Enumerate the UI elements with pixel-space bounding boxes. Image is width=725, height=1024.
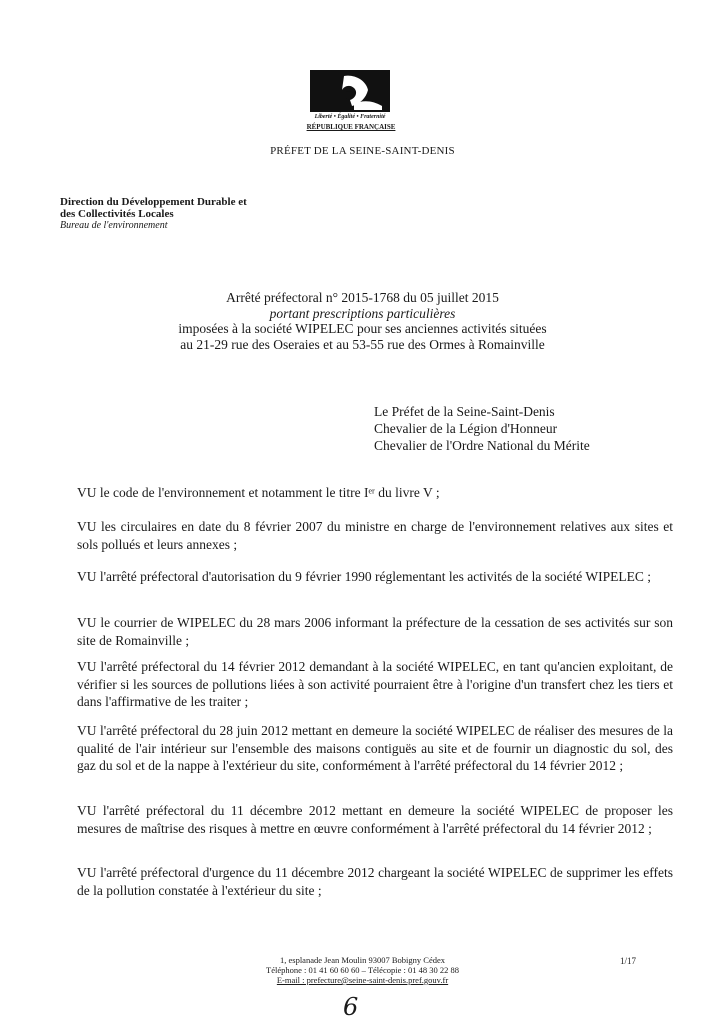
footer-line-3: E-mail : prefecture@seine-saint-denis.pref.gouv.fr — [276, 975, 449, 985]
marianne-logo — [306, 70, 396, 135]
marianne-logo-icon — [310, 70, 390, 112]
handwritten-mark: 6 — [343, 993, 359, 1021]
vu-paragraph: VU l'arrêté préfectoral du 14 février 2012 demandant à la société WIPELEC, en tant qu'ancien exploitant, de vérifier si les sources de pollutions liées à son activité pourraient être à l'origine d'un transfert chez les tiers et dans l'affirmative de les traiter ; — [77, 659, 673, 709]
decree-title-line-2: portant prescriptions particulières — [269, 305, 456, 321]
signatory-line-3: Chevalier de l'Ordre National du Mérite — [374, 438, 590, 453]
vu-paragraph: VU l'arrêté préfectoral d'urgence du 11 décembre 2012 chargeant la société WIPELEC de supprimer les effets de la pollution constatée à l'extérieur du site ; — [77, 865, 673, 898]
logo-republique: RÉPUBLIQUE FRANÇAISE — [306, 123, 396, 131]
decree-title-line-1: Arrêté préfectoral n° 2015-1768 du 05 juillet 2015 — [226, 290, 499, 305]
prefet-heading: PRÉFET DE LA SEINE-SAINT-DENIS — [270, 145, 455, 157]
footer-line-1: 1, esplanade Jean Moulin 93007 Bobigny Cédex — [279, 955, 445, 965]
vu-paragraph: VU les circulaires en date du 8 février 2007 du ministre en charge de l'environnement relatives aux sites et sols pollués et leurs annexes ; — [77, 519, 673, 552]
vu-paragraph: VU l'arrêté préfectoral du 11 décembre 2012 mettant en demeure la société WIPELEC de proposer les mesures de maîtrise des risques à mettre en œuvre conformément à l'arrêté préfectoral du 14 février 2012 ; — [77, 803, 673, 836]
vu-paragraph: VU le code de l'environnement et notamment le titre Iᵉʳ du livre V ; — [77, 485, 440, 500]
direction-line-1: Direction du Développement Durable et — [60, 196, 247, 208]
decree-title-line-4: au 21-29 rue des Oseraies et au 53-55 rue des Ormes à Romainville — [180, 336, 545, 352]
direction-line-2: des Collectivités Locales — [60, 208, 174, 220]
vu-paragraph: VU l'arrêté préfectoral d'autorisation du 9 février 1990 réglementant les activités de la société WIPELEC ; — [77, 569, 652, 584]
signatory-block — [374, 403, 590, 454]
footer-address — [0, 955, 725, 985]
logo-motto: Liberté • Égalité • Fraternité — [314, 114, 386, 120]
signatory-line-1: Le Préfet de la Seine-Saint-Denis — [374, 404, 555, 419]
page-number: 1/17 — [620, 956, 637, 966]
direction-block — [60, 196, 247, 232]
direction-bureau: Bureau de l'environnement — [60, 220, 168, 231]
vu-paragraph: VU l'arrêté préfectoral du 28 juin 2012 mettant en demeure la société WIPELEC de réaliser des mesures de la qualité de l'air intérieur sur l'ensemble des maisons contiguës au site et de fournir un diagnostic du sol, des gaz du sol et de la nappe à l'extérieur du site, conformément à l'arrêté préfectoral du 14 février 2012 ; — [77, 723, 673, 773]
signatory-line-2: Chevalier de la Légion d'Honneur — [374, 421, 558, 436]
decree-title-line-3: imposées à la société WIPELEC pour ses anciennes activités situées — [178, 321, 547, 336]
vu-paragraph: VU le courrier de WIPELEC du 28 mars 2006 informant la préfecture de la cessation de ses activités sur son site de Romainville ; — [77, 615, 673, 648]
decree-title — [0, 290, 725, 352]
footer-line-2: Téléphone : 01 41 60 60 60 – Télécopie : 01 48 30 22 88 — [266, 965, 459, 975]
